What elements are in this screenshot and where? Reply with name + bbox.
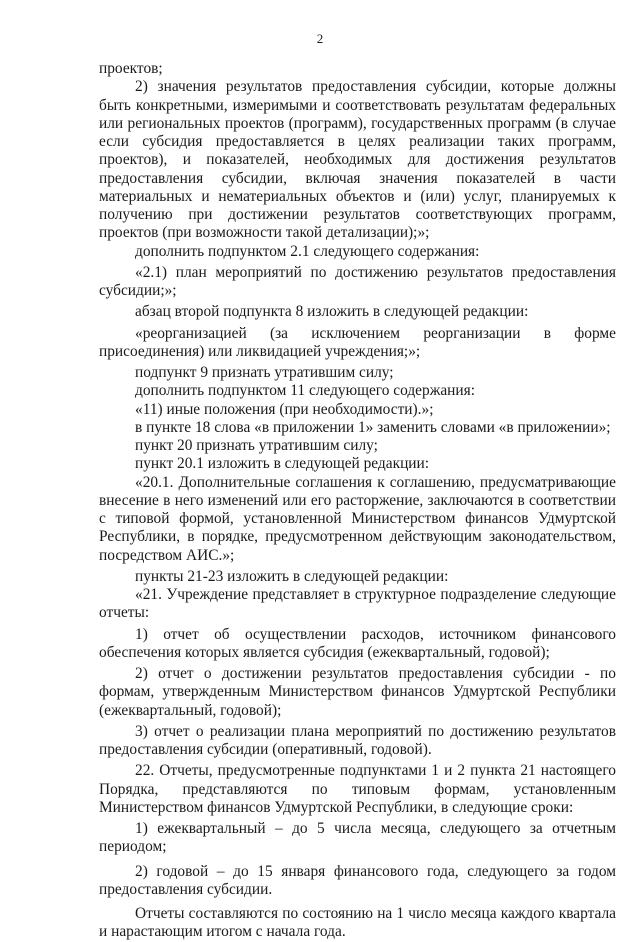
page-number: 2 (316, 31, 324, 46)
paragraph: «21. Учреждение представляет в структурное подразделение следующие отчеты: (99, 586, 616, 622)
paragraph: «2.1) план мероприятий по достижению результатов предоставления субсидии;»; (99, 263, 616, 299)
paragraph: подпункт 9 признать утратившим силу; (135, 364, 394, 381)
paragraph: 1) отчет об осуществлении расходов, источником финансового обеспечения которых является субсидия (ежеквартальный, годовой); (99, 625, 616, 661)
paragraph: 1) ежеквартальный – до 5 числа месяца, следующего за отчетным периодом; (99, 820, 616, 856)
paragraph: проектов; (99, 60, 163, 77)
paragraph: пункт 20 признать утратившим силу; (135, 437, 378, 454)
paragraph: пункты 21-23 изложить в следующей редакции: (135, 567, 449, 585)
paragraph: дополнить подпунктом 11 следующего содержания: (135, 382, 475, 400)
paragraph: «реорганизацией (за исключением реорганизации в форме присоединения) или ликвидацией учреждения;»; (99, 324, 616, 360)
paragraph: 2) годовой – до 15 января финансового года, следующего за годом предоставления субсидии. (99, 862, 616, 898)
paragraph: дополнить подпунктом 2.1 следующего содержания: (135, 242, 480, 260)
paragraph: абзац второй подпункта 8 изложить в следующей редакции: (135, 303, 529, 321)
paragraph: пункт 20.1 изложить в следующей редакции: (135, 455, 430, 473)
paragraph: 3) отчет о реализации плана мероприятий по достижению результатов предоставления субсидии (оперативный, годовой). (99, 722, 616, 758)
paragraph: 22. Отчеты, предусмотренные подпунктами 1 и 2 пункта 21 настоящего Порядка, представляются по типовым формам, установленным Министерством финансов Удмуртской Республики, в следующие сроки: (99, 762, 616, 816)
paragraph: «11) иные положения (при необходимости).»; (135, 400, 434, 418)
paragraph: «20.1. Дополнительные соглашения к соглашению, предусматривающие внесение в него изменений или его расторжение, заключаются в соответствии с типовой формой, установленной Министерством финансов Удмуртской Республики, в порядке, предусмотренном действующим законодательством, посредством АИС.»; (99, 473, 616, 564)
paragraph: Отчеты составляются по состоянию на 1 число месяца каждого квартала и нарастающим итогом с начала года. (99, 905, 616, 941)
paragraph: 2) значения результатов предоставления субсидии, которые должны быть конкретными, измеримыми и соответствовать результатам федеральных или региональных проектов (программ), государственных программ (в случае если субсидия предоставляется в целях реализации таких программ, проектов), и показателей, необходимых для достижения результатов предоставления субсидии, включая значения показателей в части материальных и нематериальных объектов и (или) услуг, планируемых к получению при достижении результатов соответствующих программ, проектов (при возможности такой детализации);»; (99, 78, 616, 242)
paragraph: в пункте 18 слова «в приложении 1» заменить словами «в приложении»; (135, 418, 611, 436)
paragraph: 2) отчет о достижении результатов предоставления субсидии - по формам, утвержденным Министерством финансов Удмуртской Республики (ежеквартальный, годовой); (99, 665, 616, 719)
body-text (99, 60, 616, 942)
